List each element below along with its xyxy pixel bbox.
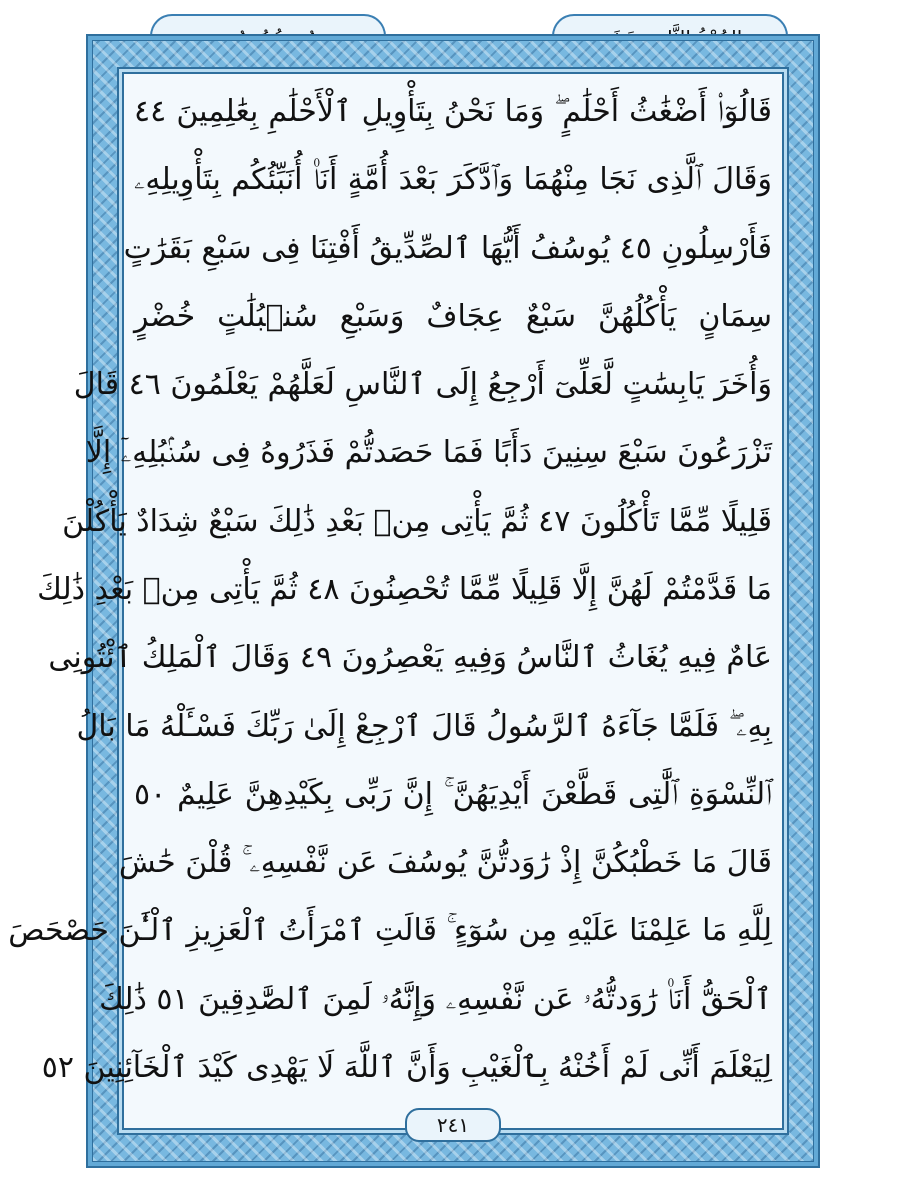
- verse-line-4: سِمَانٍ يَأْكُلُهُنَّ سَبْعٌ عِجَافٌ وَسَبْعِ سُنۢبُلَٰتٍ خُضْرٍ: [134, 298, 772, 334]
- verse-line-2: وَقَالَ ٱلَّذِى نَجَا مِنْهُمَا وَٱدَّكَرَ بَعْدَ أُمَّةٍ أَنَا۠ أُنَبِّئُكُم بِتَأْوِيلِهِۦ: [134, 162, 772, 198]
- verse-line-14: ٱلْحَقُّ أَنَا۠ رَٰوَدتُّهُۥ عَن نَّفْسِهِۦ وَإِنَّهُۥ لَمِنَ ٱلصَّٰدِقِينَ ٥١ ذَٰلِكَ: [99, 981, 772, 1017]
- verse-line-8: مَا قَدَّمْتُمْ لَهُنَّ إِلَّا قَلِيلًا مِّمَّا تُحْصِنُونَ ٤٨ ثُمَّ يَأْتِى مِنۢ بَعْدِ ذَٰلِكَ: [37, 571, 772, 607]
- page-number: ٢٤١: [405, 1108, 501, 1142]
- verse-line-1: قَالُوٓا۟ أَضْغَٰثُ أَحْلَٰمٍ ۖ وَمَا نَحْنُ بِتَأْوِيلِ ٱلْأَحْلَٰمِ بِعَٰلِمِينَ ٤٤: [134, 94, 772, 129]
- verse-line-13: لِلَّهِ مَا عَلِمْنَا عَلَيْهِ مِن سُوٓءٍ ۚ قَالَتِ ٱمْرَأَتُ ٱلْعَزِيزِ ٱلْـَٰٔنَ حَصْحَصَ: [8, 913, 772, 949]
- verse-line-9: عَامٌ فِيهِ يُغَاثُ ٱلنَّاسُ وَفِيهِ يَعْصِرُونَ ٤٩ وَقَالَ ٱلْمَلِكُ ٱئْتُونِى: [48, 640, 772, 676]
- page-border: [8, 34, 820, 1168]
- verse-line-7: قَلِيلًا مِّمَّا تَأْكُلُونَ ٤٧ ثُمَّ يَأْتِى مِنۢ بَعْدِ ذَٰلِكَ سَبْعٌ شِدَادٌ يَأْكُلْنَ: [62, 503, 772, 539]
- text-panel: [8, 72, 784, 1137]
- verse-line-3: فَأَرْسِلُونِ ٤٥ يُوسُفُ أَيُّهَا ٱلصِّدِّيقُ أَفْتِنَا فِى سَبْعِ بَقَرَٰتٍ: [123, 230, 772, 266]
- verse-line-12: قَالَ مَا خَطْبُكُنَّ إِذْ رَٰوَدتُّنَّ يُوسُفَ عَن نَّفْسِهِۦ ۚ قُلْنَ حَٰشَ: [118, 845, 772, 881]
- verse-line-15: لِيَعْلَمَ أَنِّى لَمْ أَخُنْهُ بِٱلْغَيْبِ وَأَنَّ ٱللَّهَ لَا يَهْدِى كَيْدَ ٱلْخَآئِنِينَ ٥٢: [41, 1049, 772, 1085]
- verse-line-11: ٱلنِّسْوَةِ ٱلَّٰتِى قَطَّعْنَ أَيْدِيَهُنَّ ۚ إِنَّ رَبِّى بِكَيْدِهِنَّ عَلِيمٌ ٥٠: [134, 776, 772, 812]
- verse-line-6: تَزْرَعُونَ سَبْعَ سِنِينَ دَأَبًا فَمَا حَصَدتُّمْ فَذَرُوهُ فِى سُنۢبُلِهِۦٓ إِلَّا: [85, 435, 772, 471]
- verse-line-10: بِهِۦ ۖ فَلَمَّا جَآءَهُ ٱلرَّسُولُ قَالَ ٱرْجِعْ إِلَىٰ رَبِّكَ فَسْـَٔلْهُ مَا بَالُ: [76, 708, 772, 744]
- verse-lines: [8, 92, 772, 1088]
- verse-line-5: وَأُخَرَ يَابِسَٰتٍ لَّعَلِّىٓ أَرْجِعُ إِلَى ٱلنَّاسِ لَعَلَّهُمْ يَعْلَمُونَ ٤٦ قَالَ: [73, 367, 772, 403]
